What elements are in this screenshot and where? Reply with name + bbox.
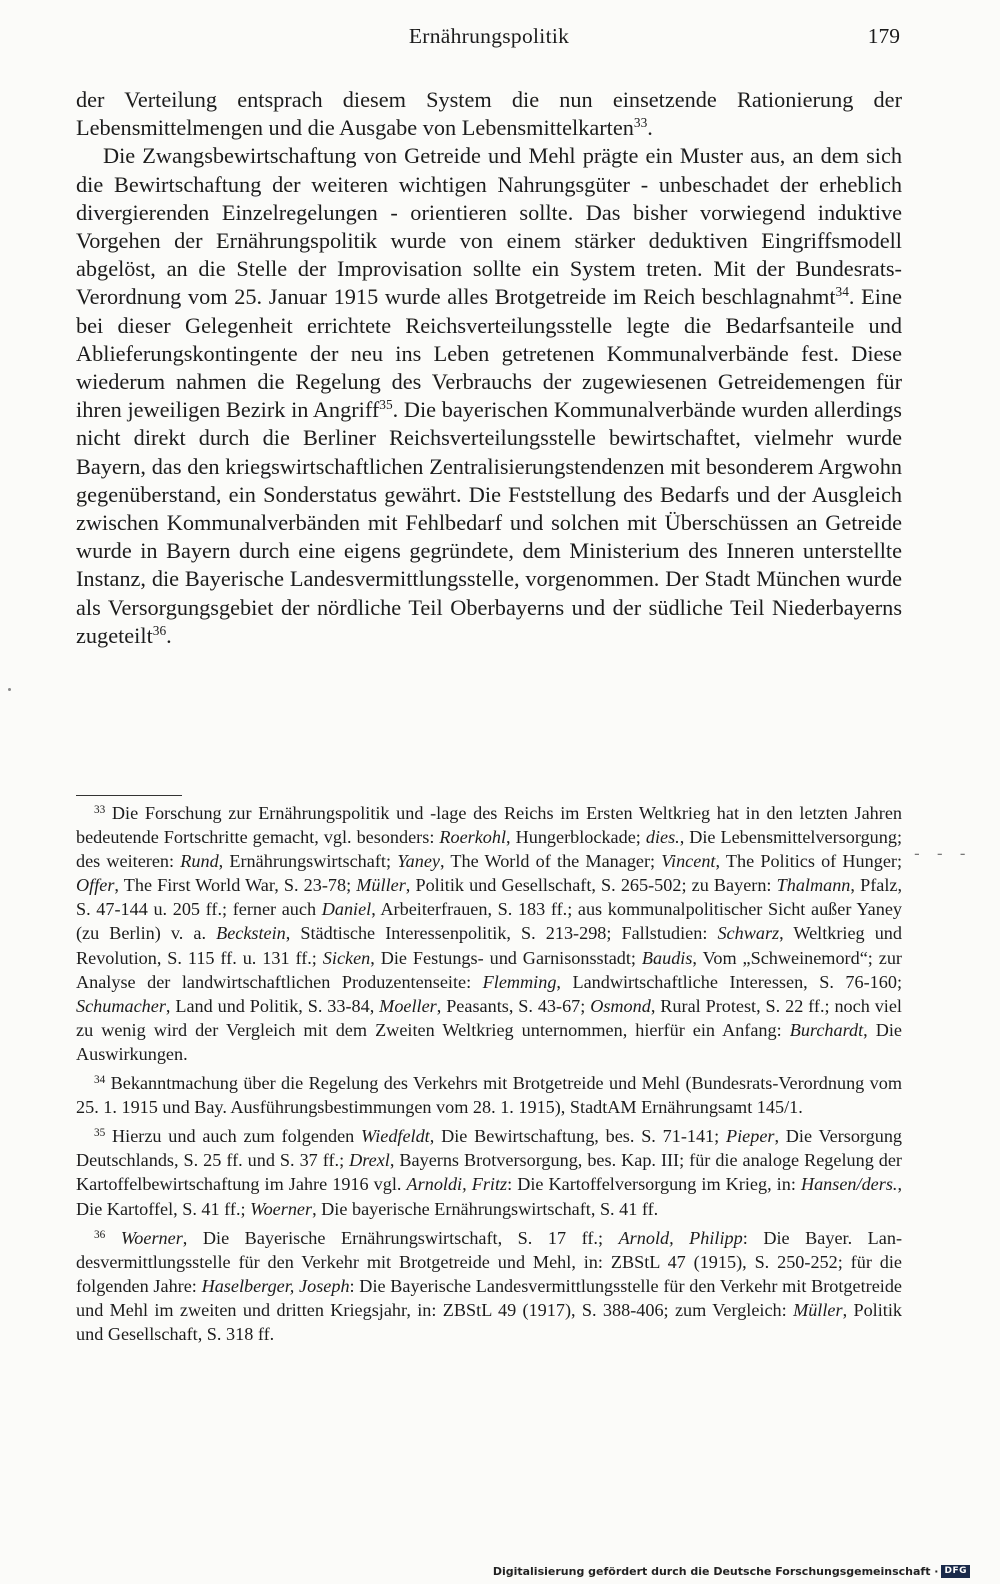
author-name: Haselberger, Joseph [201, 1275, 350, 1296]
author-name: Daniel [321, 899, 372, 920]
footnote-text: , Politik und Gesellschaft, S. 318 ff. [76, 1299, 902, 1344]
footnote-text: , Weltkrieg und Revolution, S. 115 ff. u. 131 ff.; [76, 923, 902, 968]
scan-artifact-dot [8, 688, 11, 691]
footnote-text: Die Forschung zur Ernährungspolitik und -lage des Reichs im Ersten Weltkrieg hat in den letzten Jahren bedeutende Fortschritte gemacht, vgl. besonders: [76, 803, 902, 848]
footnote-text: , Die bayerische Ernährungswirtschaft, S. 41 ff. [312, 1198, 659, 1219]
author-name: Woerner [250, 1198, 313, 1219]
author-name: Hansen/ders. [800, 1174, 898, 1195]
footnote-text: , Städtische Interessenpolitik, S. 213-298; Fallstudien: [285, 923, 718, 944]
paragraph-text: der Verteilung entsprach diesem System die nun einsetzende Rationierung der Lebensmittelmengen und die Ausgabe von Lebensmittelkarten [76, 87, 902, 141]
margin-dash-marks: - - - [914, 844, 972, 863]
author-name: Yaney [397, 851, 440, 872]
author-name: Arnold, Philipp [618, 1227, 743, 1248]
main-text [76, 86, 902, 650]
footnote-ref-35[interactable]: 35 [379, 397, 393, 413]
footnote-text: , Vom „Schweinemord“; zur Analyse der landwirtschaftlichen Produzentenseite: [76, 947, 902, 992]
footnote-ref-34[interactable]: 34 [835, 284, 849, 300]
footnote-number: 36 [94, 1228, 106, 1241]
footnote-text: , Die Festungs- und Garnisonsstadt; [370, 947, 642, 968]
footnote-text: Hierzu und auch zum folgenden [105, 1126, 362, 1147]
footnote-text: : Die Bayer. Landesvermittlungsstelle für den Verkehr mit Brotgetreide und Mehl, in: ZBStL 47 (1915), S. 250-252; für die folgenden Jahre: [76, 1227, 902, 1296]
footnote-ref-33[interactable]: 33 [633, 115, 648, 131]
footnote-34 [76, 1071, 902, 1119]
footnote-text: , Die Lebensmittelversorgung; des weiteren: [76, 827, 903, 872]
author-name: Müller [793, 1299, 843, 1320]
author-name: Moeller [379, 995, 437, 1016]
footnote-number: 35 [94, 1127, 106, 1140]
footnote-text: , Die Bayerische Ernährungswirtschaft, S. 17 ff.; [182, 1227, 619, 1248]
author-name: Flemming [482, 971, 557, 992]
page-number: 179 [867, 24, 900, 48]
footnote-text: , Peasants, S. 43-67; [436, 995, 591, 1016]
paragraph-text: . Eine bei dieser Gelegenheit errichtete Reichsverteilungsstelle legte die Bedarfsanteile und Ablieferungskontingente der neu ins Leben getretenen Kommunalverbände fest. Diese wiederum nahmen die Regelung des Verbrauchs der zugewiesenen Getreidemengen für ihren jeweiligen Bezirk in Angriff [76, 284, 902, 423]
footnote-text: : Die Kartoffelversorgung im Krieg, in: [507, 1174, 801, 1195]
dfg-logo-icon: DFG [941, 1565, 970, 1578]
author-name: dies. [645, 827, 680, 848]
footnote-text: , The World of the Manager; [439, 851, 662, 872]
author-name: Woerner [120, 1227, 183, 1248]
footnote-text: , Pfalz, S. 47-144 u. 205 ff.; ferner auch [76, 875, 902, 920]
author-name: Thalmann [776, 875, 851, 896]
footnote-number: 33 [94, 803, 106, 816]
paragraph-1 [76, 86, 902, 142]
footnotes [76, 801, 902, 1351]
footnote-text: , Die Versorgung Deutschlands, S. 25 ff. und S. 37 ff.; [76, 1126, 903, 1171]
footnote-text: , Landwirtschaftliche Interessen, S. 76-160; [556, 971, 902, 992]
author-name: Rund [180, 851, 219, 872]
footnote-36 [76, 1226, 902, 1346]
footnote-text: , The First World War, S. 23-78; [114, 875, 357, 896]
footnote-text: , Hungerblockade; [506, 827, 646, 848]
footnote-text: , Die Bewirtschaftung, bes. S. 71-141; [429, 1126, 726, 1147]
author-name: Roerkohl [439, 827, 507, 848]
footnote-33 [76, 801, 902, 1066]
footnote-text [105, 1228, 121, 1248]
footnote-ref-36[interactable]: 36 [152, 622, 167, 638]
credit-text: Digitalisierung gefördert durch die Deutsche Forschungsgemeinschaft · [492, 1565, 939, 1578]
paragraph-2 [76, 142, 902, 650]
footnote-text: , Politik und Gesellschaft, S. 265-502; zu Bayern: [405, 875, 777, 896]
author-name: Sicken [322, 947, 371, 968]
author-name: Vincent [661, 851, 716, 872]
footnote-divider [76, 795, 182, 796]
author-name: Burchardt [789, 1019, 864, 1040]
author-name: Schumacher [76, 995, 166, 1016]
paragraph-text: . [647, 115, 653, 141]
author-name: Wiedfeldt [361, 1126, 430, 1147]
page-header [76, 24, 902, 64]
footnote-text: , Land und Politik, S. 33-84, [165, 995, 380, 1016]
author-name: Baudis [641, 947, 693, 968]
paragraph-text: . Die bayerischen Kommunalverbände wurden allerdings nicht direkt durch die Berliner Reichsverteilungsstelle bewirtschaftet, vielmehr wurde Bayern, das den kriegswirtschaftlichen Zentralisierungstendenzen mit besonderem Argwohn gegenüberstand, ein Sonderstatus gewährt. Die Feststellung des Bedarfs und der Ausgleich zwischen Kommunalverbänden mit Fehlbedarf und solchen mit Überschüssen an Getreide wurde in Bayern durch eine eigens gegründete, dem Ministerium des Inneren unterstellte Instanz, die Bayerische Landesvermittlungsstelle, vorgenommen. Der Stadt München wurde als Versorgungsgebiet der nördliche Teil Oberbayerns und der südliche Teil Niederbayerns zugeteilt [76, 397, 902, 648]
paragraph-text: . [166, 622, 172, 648]
footnote-35 [76, 1124, 902, 1220]
footnote-text: Bekanntmachung über die Regelung des Verkehrs mit Brotgetreide und Mehl (Bundesrats-Verordnung vom 25. 1. 1915 und Bay. Ausführungsbestimmungen vom 28. 1. 1915), StadtAM Ernährungsamt 145/1. [76, 1073, 902, 1118]
digitization-credit [493, 1565, 970, 1578]
footnote-text: , Die Auswirkungen. [76, 1019, 902, 1064]
footnote-text: : Die Bayerische Landesvermittlungsstelle für den Verkehr mit Brotgetreide und Mehl im zweiten und dritten Kriegsjahr, in: ZBStL 49 (1917), S. 388-406; zum Vergleich: [76, 1275, 902, 1320]
author-name: Osmond [590, 995, 651, 1016]
author-name: Müller [356, 875, 406, 896]
running-head: Ernährungspolitik [408, 24, 570, 48]
footnote-text: , Bayerns Brotversorgung, bes. Kap. III; für die analoge Regelung der Kartoffelbewirtschaftung im Jahre 1916 vgl. [76, 1150, 902, 1195]
paragraph-text: Die Zwangsbewirtschaftung von Getreide und Mehl prägte ein Muster aus, an dem sich die Bewirtschaftung der weiteren wichtigen Nahrungsgüter - unbeschadet der erheblich divergierenden Einzelregelungen - orientieren sollte. Das bisher vorwiegend induktive Vorgehen der Ernährungspolitik wurde von einem stärker deduktiven Eingriffsmodell abgelöst, an die Stelle der Improvisation sollte ein System treten. Mit der Bundesrats-Verordnung vom 25. Januar 1915 wurde alles Brotgetreide im Reich beschlagnahmt [76, 143, 902, 310]
footnote-text: , Rural Protest, S. 22 ff.; noch viel zu wenig wird der Vergleich mit dem Zweiten Weltkrieg unternommen, hierfür ein Anfang: [76, 995, 902, 1040]
footnote-text: , Ernährungswirtschaft; [218, 851, 398, 872]
author-name: Beckstein [216, 923, 286, 944]
author-name: Schwarz [717, 923, 780, 944]
author-name: Offer [76, 875, 115, 896]
footnote-number: 34 [94, 1073, 106, 1086]
footnote-text: , The Politics of Hunger; [715, 851, 903, 872]
footnote-text: , Die Kartoffel, S. 41 ff.; [76, 1174, 902, 1219]
author-name: Arnoldi, Fritz [406, 1174, 508, 1195]
footnote-text: , Arbeiterfrauen, S. 183 ff.; aus kommunalpolitischer Sicht außer Yaney (zu Berlin) v. a. [76, 899, 903, 944]
author-name: Drexl [349, 1150, 390, 1171]
author-name: Pieper [725, 1126, 775, 1147]
